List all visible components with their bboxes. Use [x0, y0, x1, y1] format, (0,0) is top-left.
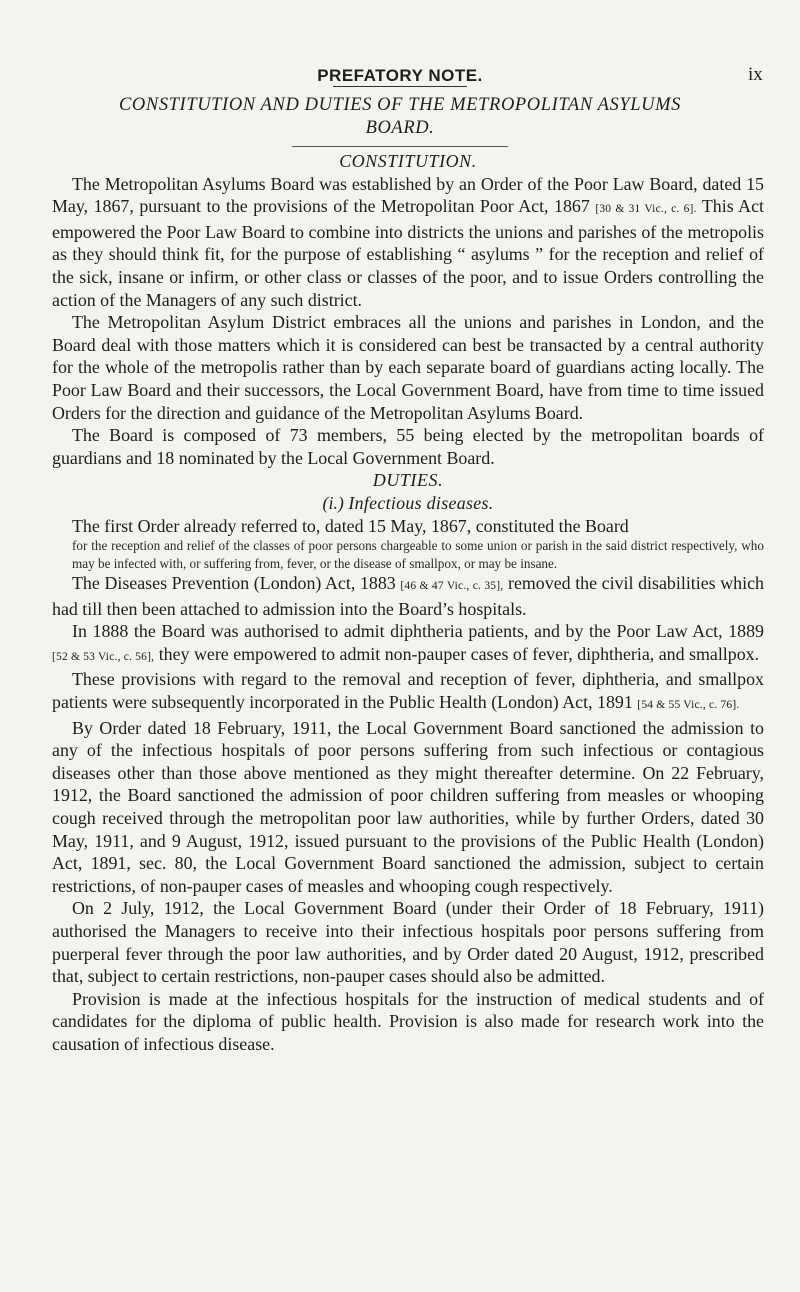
citation: [54 & 55 Vic., c. 76]. — [637, 699, 740, 712]
constitution-paragraph-1-text-b: This Act empowered the Poor Law Board to combine into districts the unions and parishes of the metropolis as they should think fit, for the purpose of establishing “ asylums ” for the reception and relief of the sick, insane or infirm, or other class or classes of the poor, and to issue Orders controlling the action of the Managers of any such district. — [52, 196, 764, 310]
duties-paragraph-7: Provision is made at the infectious hospitals for the instruction of medical students and of candidates for the diploma of public health. Provision is also made for research work into the causation of infectious disease. — [52, 988, 764, 1054]
document-title — [40, 94, 760, 140]
page-number: ix — [748, 64, 763, 85]
citation: [46 & 47 Vic., c. 35], — [400, 580, 504, 593]
citation: [30 & 31 Vic., c. 6]. — [595, 203, 697, 216]
duties-heading: DUTIES. — [372, 470, 444, 491]
document-title-line-2: BOARD. — [365, 118, 435, 138]
subheading-number: (i.) — [322, 492, 344, 513]
duties-paragraph-5: By Order dated 18 February, 1911, the Local Government Board sanctioned the admission to any of the infectious hospitals of poor persons suffering from such infectious or contagious diseases other than those above mentioned as they might thereafter determine. On 22 February, 1912, the Board sanctioned the admission of poor children suffering from measles or whooping cough received through the metropolitan poor law authorities, while by further Orders, dated 30 May, 1911, and 9 August, 1912, issued pursuant to the provisions of the Public Health (London) Act, 1891, sec. 80, the Local Government Board sanctioned the admission, subject to certain restrictions, of non-pauper cases of measles and whooping cough respectively. — [52, 717, 764, 896]
duties-subheading — [52, 492, 764, 515]
header-rule — [333, 86, 467, 87]
constitution-paragraph-1-text-a: The Metropolitan Asylums Board was established by an Order of the Poor Law Board, dated 15 May, 1867, pursuant to the provisions of the Metropolitan Poor Act, 1867 — [52, 173, 764, 217]
order-quotation: for the reception and relief of the classes of poor persons chargeable to some union or parish in the said district respectively, who may be infected with, or suffering from, fever, or the disease of smallpox, or may be insane. — [72, 538, 764, 571]
constitution-paragraph-3: The Board is composed of 73 members, 55 being elected by the metropolitan boards of guardians and 18 nominated by the Local Government Board. — [52, 425, 764, 468]
duties-paragraph-4 — [52, 668, 764, 716]
duties-paragraph-3 — [52, 620, 764, 668]
duties-paragraph-2-text-b: removed the civil disabilities which had till then been attached to admission into the Board’s hospitals. — [52, 573, 764, 619]
constitution-paragraph-2: The Metropolitan Asylum District embraces all the unions and parishes in London, and the Board deal with those matters which it is considered can best be transacted by a central authority for the whole of the metropolis rather than by each separate board of guardians acting locally. The Poor Law Board and their successors, the Local Government Board, have from time to time issued Orders for the direction and guidance of the Metropolitan Asylums Board. — [52, 312, 764, 423]
subheading-title: Infectious diseases. — [348, 492, 494, 513]
duties-paragraph-3-text-b: they were empowered to admit non-pauper cases of fever, diphtheria, and smallpox. — [158, 643, 760, 664]
citation: [52 & 53 Vic., c. 56], — [52, 650, 155, 663]
constitution-heading: CONSTITUTION. — [339, 151, 477, 171]
body-text — [52, 150, 764, 1056]
running-title: PREFATORY NOTE. — [317, 66, 483, 85]
duties-paragraph-3-text-a: In 1888 the Board was authorised to admit diphtheria patients, and by the Poor Law Act, 1889 — [72, 621, 764, 642]
duties-paragraph-6: On 2 July, 1912, the Local Government Board (under their Order of 18 February, 1911) authorised the Managers to receive into their infectious hospitals poor persons suffering from puerperal fever through the poor law authorities, and by Order dated 20 August, 1912, prescribed that, subject to certain restrictions, non-pauper cases should also be admitted. — [52, 898, 764, 987]
duties-paragraph-2 — [52, 572, 764, 620]
constitution-paragraph-1 — [52, 173, 764, 312]
duties-paragraph-2-text-a: The Diseases Prevention (London) Act, 1883 — [72, 573, 396, 594]
duties-paragraph-4-text-a: These provisions with regard to the removal and reception of fever, diphtheria, and smallpox patients were subsequently incorporated in the Public Health (London) Act, 1891 — [52, 669, 764, 713]
duties-paragraph-1: The first Order already referred to, dated 15 May, 1867, constituted the Board — [72, 515, 629, 536]
document-title-line-1: CONSTITUTION AND DUTIES OF THE METROPOLITAN ASYLUMS — [118, 95, 682, 115]
title-rule — [292, 146, 508, 147]
